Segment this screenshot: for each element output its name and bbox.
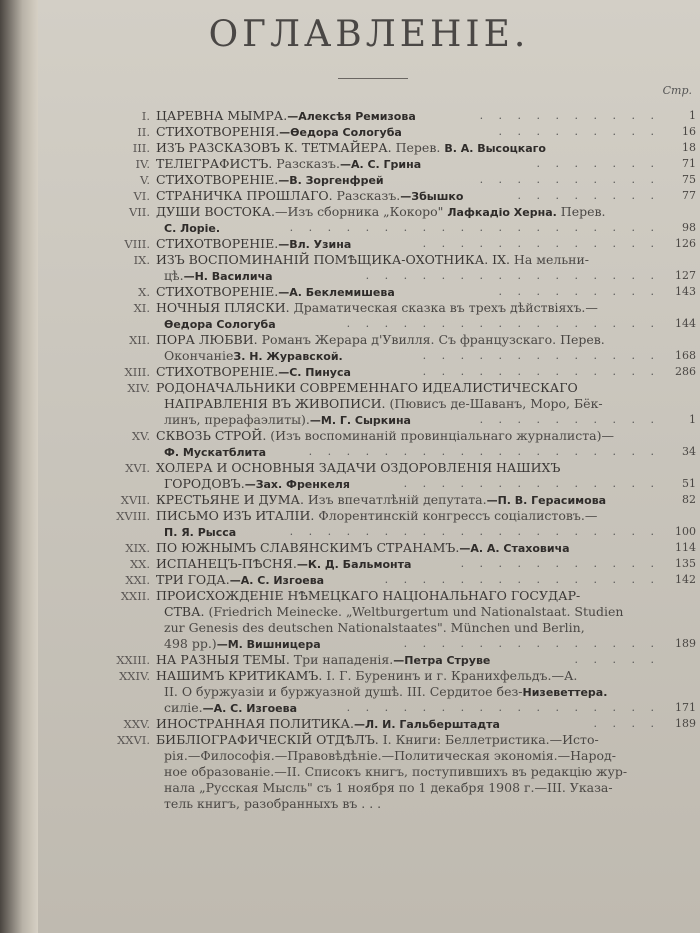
entry-number: VII.	[128, 205, 150, 219]
toc-entry-line	[38, 604, 700, 620]
toc-entry-line	[38, 620, 700, 636]
entry-title: СТИХОТВОРЕНІЕ.	[156, 284, 279, 299]
entry-author: —Алексѣя Ремизова	[287, 110, 416, 123]
page-number: 143	[675, 285, 696, 298]
entry-author: —А. Беклемишева	[278, 286, 395, 299]
toc-entry	[38, 124, 700, 140]
entry-number: IV.	[135, 157, 150, 171]
entry-description: Окончаніе	[164, 348, 234, 363]
entry-text	[164, 476, 350, 492]
entry-title: СТИХОТВОРЕНІЕ.	[156, 364, 279, 379]
entry-text	[156, 172, 384, 188]
entry-description: Разсказъ.	[272, 156, 340, 171]
toc-entry-line	[38, 716, 700, 732]
entry-text	[164, 684, 607, 700]
leader-dots: . . . . . . . . . . . . .	[422, 237, 660, 250]
toc-entry-line	[38, 188, 700, 204]
entry-title: ИЗЪ РАЗСКАЗОВЪ К. ТЕТМАЙЕРА.	[156, 140, 392, 155]
toc-entry	[38, 732, 700, 812]
page-number: 171	[675, 701, 696, 714]
toc-entry-line	[38, 476, 700, 492]
entry-author: Лафкадіо Херна.	[447, 206, 557, 219]
entry-description: I. Г. Буренинъ и г. Кранихфельдъ.—А.	[322, 668, 578, 683]
entry-title: БИБЛІОГРАФИЧЕСКІЙ ОТДѢЛЪ.	[156, 732, 379, 747]
leader-dots: . . . . . . . . . . . . . .	[403, 637, 660, 650]
page-number: 1	[689, 109, 696, 122]
entry-number: XXII.	[120, 589, 150, 603]
toc-entry	[38, 652, 700, 668]
toc-entry	[38, 252, 700, 284]
toc-entry-line	[38, 524, 700, 540]
entry-number: XI.	[133, 301, 150, 315]
entry-description: линъ, прерафаэлиты).	[164, 412, 310, 427]
table-of-contents	[38, 108, 700, 812]
entry-description: тель книгъ, разобранныхъ въ . . .	[164, 796, 382, 811]
entry-text	[164, 700, 297, 716]
entry-description: цѣ.	[164, 268, 184, 283]
leader-dots: . . . . . . . . .	[498, 285, 660, 298]
leader-dots: . . . . . . . . . . . . . . . .	[365, 269, 660, 282]
entry-description: zur Genesis des deutschen Nationalstaates". München und Berlin,	[164, 620, 585, 635]
toc-entry-line	[38, 252, 700, 268]
entry-number: VIII.	[124, 237, 150, 251]
toc-entry-line	[38, 396, 700, 412]
entry-text	[156, 380, 578, 396]
entry-author: —А. С. Изгоева	[229, 574, 325, 587]
entry-number: XV.	[131, 429, 150, 443]
toc-entry-line	[38, 108, 700, 124]
entry-author: —К. Д. Бальмонта	[296, 558, 412, 571]
entry-description: (Изъ воспоминаній провинціальнаго журналиста)—	[266, 428, 614, 443]
entry-text	[156, 236, 351, 252]
entry-author: —С. Пинуса	[278, 366, 351, 379]
toc-entry-line	[38, 588, 700, 604]
toc-entry-line	[38, 156, 700, 172]
entry-author: —Петра Струве	[393, 654, 491, 667]
entry-title: ГОРОДОВЪ.	[164, 476, 245, 491]
entry-description: Перев.	[391, 140, 445, 155]
page-number: 127	[675, 269, 696, 282]
entry-title: СТИХОТВОРЕНІЯ.	[156, 124, 280, 139]
leader-dots: . . . . . . . . . . . . . . . . .	[346, 701, 660, 714]
entry-description: На мельни-	[509, 252, 590, 267]
entry-title: НА РАЗНЫЯ ТЕМЫ.	[156, 652, 290, 667]
toc-entry	[38, 332, 700, 364]
entry-title: НАШИМЪ КРИТИКАМЪ.	[156, 668, 323, 683]
leader-dots: . . . . . . . . .	[498, 125, 660, 138]
toc-entry-line	[38, 636, 700, 652]
toc-entry	[38, 716, 700, 732]
page-number: 77	[682, 189, 696, 202]
toc-entry	[38, 172, 700, 188]
toc-entry	[38, 284, 700, 300]
toc-entry-line	[38, 668, 700, 684]
entry-title: КРЕСТЬЯНЕ И ДУМА.	[156, 492, 304, 507]
entry-author: —М. Г. Сыркина	[309, 414, 411, 427]
toc-entry	[38, 588, 700, 652]
leader-dots: . . . .	[593, 717, 660, 730]
entry-text	[156, 332, 605, 348]
entry-text	[156, 284, 395, 300]
entry-title: ИЗЪ ВОСПОМИНАНІЙ ПОМѢЩИКА-ОХОТНИКА. IX.	[156, 252, 510, 267]
entry-title: РОДОНАЧАЛЬНИКИ СОВРЕМЕННАГО ИДЕАЛИСТИЧЕСКАГО	[156, 380, 578, 395]
entry-number: XXI.	[125, 573, 150, 587]
entry-title: ДУШИ ВОСТОКА.	[156, 204, 276, 219]
toc-entry-line	[38, 492, 700, 508]
entry-number: XIV.	[127, 381, 150, 395]
toc-entry-line	[38, 748, 700, 764]
entry-text	[164, 220, 220, 236]
leader-dots: . . . . . . . . . .	[479, 173, 660, 186]
entry-text	[164, 524, 236, 540]
entry-text	[156, 460, 560, 476]
toc-entry	[38, 492, 700, 508]
entry-author: —В. Зоргенфрей	[278, 174, 384, 187]
page-number: 75	[682, 173, 696, 186]
entry-text	[164, 268, 273, 284]
toc-entry-line	[38, 508, 700, 524]
leader-dots: . . . . . . . . . . . . .	[422, 349, 660, 362]
entry-description: (Пювисъ де-Шаванъ, Моро, Бёк-	[385, 396, 603, 411]
entry-author: —М. Вишницера	[216, 638, 321, 651]
title-divider	[338, 78, 408, 79]
entry-description: Изъ впечатлѣній депутата.	[303, 492, 487, 507]
page-number: 16	[682, 125, 696, 138]
entry-description: I. Книги: Беллетристика.—Исто-	[378, 732, 599, 747]
entry-number: XII.	[129, 333, 150, 347]
entry-author: С. Лоріе.	[164, 222, 221, 235]
toc-entry	[38, 204, 700, 236]
toc-entry-line	[38, 268, 700, 284]
toc-entry	[38, 556, 700, 572]
toc-entry-line	[38, 556, 700, 572]
entry-text	[164, 604, 623, 620]
entry-title: СТИХОТВОРЕНІЕ.	[156, 236, 279, 251]
toc-entry-line	[38, 140, 700, 156]
toc-entry	[38, 508, 700, 540]
entry-author: —Л. И. Гальберштадта	[354, 718, 500, 731]
toc-entry	[38, 156, 700, 172]
entry-author: В. А. Высоцкаго	[444, 142, 546, 155]
leader-dots: . . . . .	[574, 653, 660, 666]
entry-number: XX.	[129, 557, 150, 571]
toc-entry-line	[38, 796, 700, 812]
toc-entry-line	[38, 316, 700, 332]
page-number: 114	[675, 541, 696, 554]
book-page	[38, 0, 700, 933]
entry-title: СТВА.	[164, 604, 205, 619]
entry-text	[164, 636, 321, 652]
entry-text	[156, 492, 606, 508]
toc-entry-line	[38, 332, 700, 348]
entry-text	[156, 364, 351, 380]
entry-text	[156, 108, 416, 124]
entry-text	[156, 252, 589, 268]
toc-entry-line	[38, 732, 700, 748]
entry-text	[156, 716, 500, 732]
entry-description: Романъ Жерара д'Увилля. Съ французскаго. Перев.	[257, 332, 605, 347]
entry-text	[164, 444, 266, 460]
entry-number: XXIV.	[119, 669, 150, 683]
page-number: 71	[682, 157, 696, 170]
entry-author: —Ѳедора Сологуба	[279, 126, 402, 139]
entry-description: рія.—Философія.—Правовѣдѣніе.—Политическая экономія.—Народ-	[164, 748, 616, 763]
toc-entry	[38, 668, 700, 716]
entry-text	[156, 156, 421, 172]
toc-entry-line	[38, 764, 700, 780]
toc-entry-line	[38, 380, 700, 396]
entry-number: X.	[138, 285, 150, 299]
leader-dots: . . . . . . . . . . . . .	[422, 365, 660, 378]
leader-dots: . . . . . . . . . . . . . . . . . . .	[308, 445, 660, 458]
entry-number: XVIII.	[116, 509, 150, 523]
entry-number: II.	[137, 125, 150, 139]
page-number: 189	[675, 717, 696, 730]
entry-author: —Зах. Френкеля	[244, 478, 350, 491]
entry-number: III.	[132, 141, 150, 155]
toc-entry-line	[38, 300, 700, 316]
leader-dots: . . . . . . . .	[517, 189, 660, 202]
entry-title: ХОЛЕРА И ОСНОВНЫЯ ЗАДАЧИ ОЗДОРОВЛЕНІЯ НАШИХЪ	[156, 460, 561, 475]
page-number: 286	[675, 365, 696, 378]
entry-title: НАПРАВЛЕНІЯ ВЪ ЖИВОПИСИ.	[164, 396, 386, 411]
entry-text	[156, 188, 463, 204]
toc-entry-line	[38, 540, 700, 556]
toc-entry-line	[38, 236, 700, 252]
entry-number: XIX.	[125, 541, 150, 555]
toc-entry	[38, 236, 700, 252]
leader-dots: . . . . . . . . . . .	[460, 557, 660, 570]
entry-text	[164, 396, 603, 412]
toc-entry	[38, 380, 700, 428]
entry-title: НОЧНЫЯ ПЛЯСКИ.	[156, 300, 290, 315]
entry-author: —Вл. Узина	[278, 238, 352, 251]
entry-author: Низеветтера.	[522, 686, 608, 699]
entry-description: 498 pp.)	[164, 636, 217, 651]
entry-text	[156, 428, 614, 444]
page-number: 144	[675, 317, 696, 330]
entry-text	[164, 796, 381, 812]
entry-description: силіе.	[164, 700, 203, 715]
leader-dots: . . . . . . . . . . . . . . . . . . . .	[289, 525, 660, 538]
entry-text	[156, 652, 490, 668]
entry-text	[156, 732, 599, 748]
entry-description: II. О буржуазіи и буржуазной душѣ. III. Сердитое без-	[164, 684, 523, 699]
entry-number: XXVI.	[117, 733, 150, 747]
entry-title: СКВОЗЬ СТРОЙ.	[156, 428, 267, 443]
toc-entry	[38, 460, 700, 492]
leader-dots: . . . . . . . . . . . . . . . . .	[346, 317, 660, 330]
book-spine	[0, 0, 38, 933]
page-number: 168	[675, 349, 696, 362]
entry-text	[164, 412, 411, 428]
page-number: 82	[682, 493, 696, 506]
toc-entry-line	[38, 460, 700, 476]
page-number: 98	[682, 221, 696, 234]
entry-text	[156, 540, 570, 556]
toc-entry-line	[38, 700, 700, 716]
entry-description: —Изъ сборника „Кокоро"	[275, 204, 448, 219]
entry-title: СТРАНИЧКА ПРОШЛАГО.	[156, 188, 333, 203]
entry-number: XXV.	[123, 717, 150, 731]
entry-description: Три нападенія.	[289, 652, 394, 667]
entry-text	[156, 588, 580, 604]
entry-text	[164, 348, 343, 364]
leader-dots: . . . . . . .	[536, 157, 660, 170]
toc-entry-line	[38, 412, 700, 428]
entry-text	[156, 140, 546, 156]
toc-entry-line	[38, 220, 700, 236]
page-number: 142	[675, 573, 696, 586]
toc-entry-line	[38, 444, 700, 460]
toc-entry-line	[38, 124, 700, 140]
entry-text	[156, 508, 597, 524]
toc-entry-line	[38, 780, 700, 796]
entry-author: З. Н. Журавской.	[233, 350, 343, 363]
entry-author: —Збышко	[400, 190, 464, 203]
entry-title: ТЕЛЕГРАФИСТЪ.	[156, 156, 273, 171]
entry-text	[164, 316, 276, 332]
page-number: 189	[675, 637, 696, 650]
entry-text	[156, 204, 606, 220]
entry-text	[164, 748, 616, 764]
entry-title: СТИХОТВОРЕНІЕ.	[156, 172, 279, 187]
entry-text	[156, 300, 598, 316]
page-number: 135	[675, 557, 696, 570]
entry-text	[156, 556, 411, 572]
entry-number: VI.	[133, 189, 150, 203]
toc-entry	[38, 428, 700, 460]
entry-description: (Friedrich Meinecke. „Weltburgertum und Nationalstaat. Studien	[204, 604, 624, 619]
entry-title: ПИСЬМО ИЗЪ ИТАЛІИ.	[156, 508, 315, 523]
entry-text	[156, 572, 324, 588]
entry-number: V.	[140, 173, 150, 187]
entry-description: нала „Русская Мысль" съ 1 ноября по 1 декабря 1908 г.—III. Указа-	[164, 780, 613, 795]
toc-entry	[38, 572, 700, 588]
entry-author: —Н. Василича	[183, 270, 273, 283]
page-number: 126	[675, 237, 696, 250]
toc-entry	[38, 300, 700, 332]
entry-description: Флорентинскій конгрессъ соціалистовъ.—	[314, 508, 598, 523]
entry-title: ПОРА ЛЮБВИ.	[156, 332, 258, 347]
toc-entry-line	[38, 684, 700, 700]
entry-description: Разсказъ.	[332, 188, 401, 203]
toc-entry	[38, 540, 700, 556]
leader-dots: . . . . . . . . . .	[479, 413, 660, 426]
entry-author: —А. С. Грина	[339, 158, 422, 171]
toc-entry-line	[38, 364, 700, 380]
page-number: 100	[675, 525, 696, 538]
entry-text	[164, 620, 585, 636]
toc-entry-line	[38, 428, 700, 444]
entry-number: XXIII.	[116, 653, 150, 667]
entry-number: XIII.	[124, 365, 150, 379]
leader-dots: . . . . . . . . . . . . . . .	[384, 573, 660, 586]
entry-author: —П. В. Герасимова	[486, 494, 607, 507]
page-column-label: Стр.	[662, 84, 692, 97]
toc-entry-line	[38, 652, 700, 668]
entry-number: I.	[141, 109, 150, 123]
toc-entry	[38, 188, 700, 204]
entry-title: ИНОСТРАННАЯ ПОЛИТИКА.	[156, 716, 354, 731]
entry-title: ПО ЮЖНЫМЪ СЛАВЯНСКИМЪ СТРАНАМЪ.	[156, 540, 460, 555]
entry-text	[156, 124, 402, 140]
entry-title: ЦАРЕВНА МЫМРА.	[156, 108, 288, 123]
entry-title: ИСПАНЕЦЪ-ПѢСНЯ.	[156, 556, 297, 571]
entry-text	[164, 780, 613, 796]
leader-dots: . . . . . . . . . . . . . . . . . . . .	[289, 221, 660, 234]
entry-text	[156, 668, 577, 684]
toc-entry-line	[38, 284, 700, 300]
entry-author: —А. А. Стаховича	[459, 542, 570, 555]
entry-number: XVI.	[125, 461, 150, 475]
entry-title: ТРИ ГОДА.	[156, 572, 230, 587]
page-number: 51	[682, 477, 696, 490]
entry-title: ПРОИСХОЖДЕНІЕ НѢМЕЦКАГО НАЦІОНАЛЬНАГО ГОСУДАР-	[156, 588, 581, 603]
entry-author: П. Я. Рысса	[164, 526, 237, 539]
page-number: 34	[682, 445, 696, 458]
entry-text	[164, 764, 627, 780]
entry-description: Перев.	[556, 204, 606, 219]
toc-entry-line	[38, 204, 700, 220]
toc-entry-line	[38, 348, 700, 364]
leader-dots: . . . . . . . . . .	[479, 109, 660, 122]
entry-number: XVII.	[120, 493, 150, 507]
toc-entry-line	[38, 172, 700, 188]
page-number: 1	[689, 413, 696, 426]
toc-entry	[38, 108, 700, 124]
page-number: 18	[682, 141, 696, 154]
leader-dots: . . . . . . . . . . . . . .	[403, 477, 660, 490]
entry-description: Драматическая сказка въ трехъ дѣйствіяхъ.—	[289, 300, 598, 315]
toc-entry-line	[38, 572, 700, 588]
entry-author: Ф. Мускатблита	[164, 446, 267, 459]
page-title: ОГЛАВЛЕНІЕ.	[208, 14, 530, 55]
toc-entry	[38, 140, 700, 156]
entry-author: Ѳедора Сологуба	[164, 318, 276, 331]
toc-entry	[38, 364, 700, 380]
entry-author: —А. С. Изгоева	[202, 702, 298, 715]
entry-description: ное образованіе.—II. Списокъ книгъ, поступившихъ въ редакцію жур-	[164, 764, 628, 779]
entry-number: IX.	[133, 253, 150, 267]
